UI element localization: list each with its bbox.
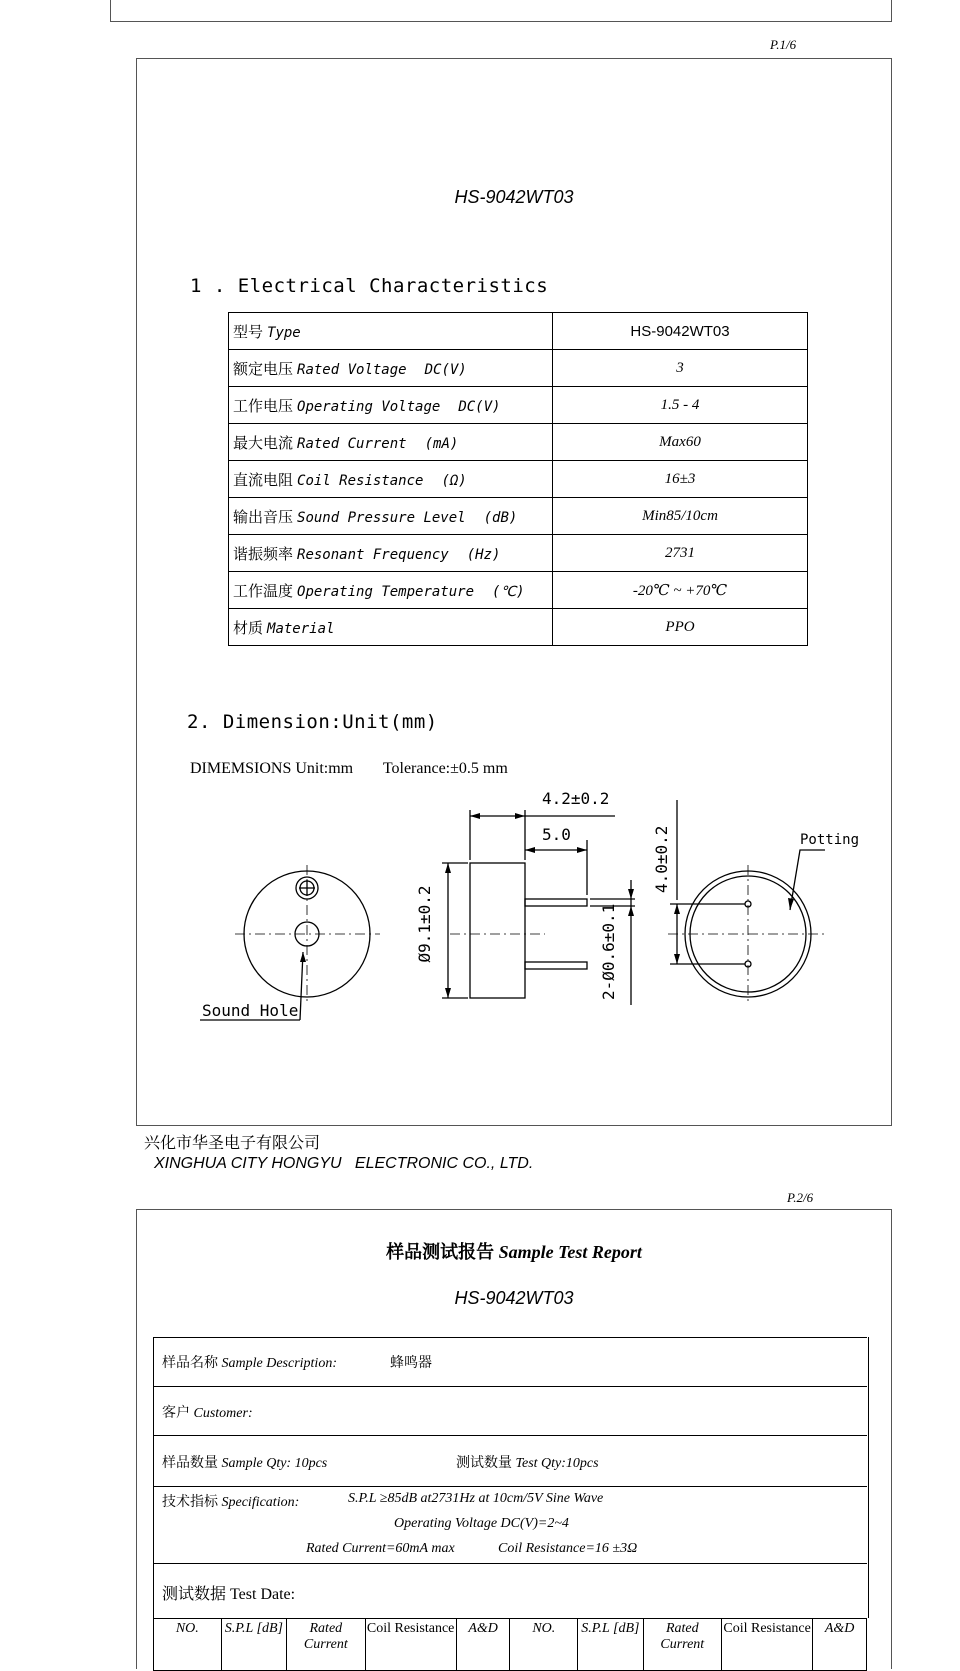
- spec-unit: (Hz): [466, 546, 501, 563]
- spec-row: [229, 498, 808, 535]
- test-data-table: [153, 1618, 867, 1671]
- spec-value: HS-9042WT03: [553, 313, 808, 350]
- sound-hole-label: Sound Hole: [202, 1001, 299, 1020]
- spec-unit: (Ω): [441, 472, 467, 489]
- spec-label-en: Material: [267, 620, 335, 637]
- spec-label-cn: 输出音压: [233, 509, 294, 526]
- column-header: Rated Current: [287, 1619, 365, 1671]
- report-title: [136, 1238, 892, 1264]
- dimension-drawing: [180, 780, 880, 1060]
- spec-line-1: S.P.L ≥85dB at2731Hz at 10cm/5V Sine Wave: [348, 1491, 604, 1506]
- spec-label-en: Operating Voltage: [297, 398, 441, 415]
- spec-label-cn: 型号: [233, 324, 264, 341]
- dim-width-label: 4.2±0.2: [542, 789, 610, 808]
- test-qty: 测试数量 Test Qty:10pcs: [456, 1456, 599, 1471]
- spec-row: [229, 424, 808, 461]
- spec-value: -20℃ ~ +70℃: [553, 572, 808, 609]
- spec-label-cn: 谐振频率: [233, 546, 294, 563]
- company-name-cn: 兴化市华圣电子有限公司: [144, 1135, 321, 1152]
- pin-lower: [525, 962, 587, 969]
- specification-label: 技术指标 Specification:: [162, 1495, 300, 1510]
- test-data-label: 测试数据 Test Date:: [162, 1586, 296, 1603]
- spec-label: [229, 461, 553, 498]
- spec-unit: DC(V): [458, 398, 501, 415]
- potting-label: Potting: [800, 832, 860, 848]
- spec-row: [229, 609, 808, 646]
- spec-label-cn: 工作温度: [233, 583, 294, 600]
- section-1-title: 1 . Electrical Characteristics: [190, 275, 549, 297]
- spec-unit: (℃): [492, 583, 525, 600]
- spec-label: [229, 387, 553, 424]
- spec-value: 3: [553, 350, 808, 387]
- spec-value: PPO: [553, 609, 808, 646]
- spec-value: Min85/10cm: [553, 498, 808, 535]
- spec-label-cn: 最大电流: [233, 435, 294, 452]
- spec-line-3b: Coil Resistance=16 ±3Ω: [498, 1541, 638, 1556]
- spec-label: [229, 313, 553, 350]
- model-title: HS-9042WT03: [454, 187, 574, 207]
- spec-unit: (mA): [424, 435, 459, 452]
- spec-unit: (dB): [483, 509, 518, 526]
- spec-label: [229, 609, 553, 646]
- spec-label-cn: 材质: [233, 620, 264, 637]
- customer-row: 客户 Customer:: [162, 1406, 253, 1421]
- spec-line-3a: Rated Current=60mA max: [306, 1541, 455, 1556]
- company-name-en: XINGHUA CITY HONGYU ELECTRONIC CO., LTD.: [154, 1155, 534, 1172]
- column-header: A&D: [813, 1619, 867, 1671]
- report-title-en: Sample Test Report: [498, 1242, 642, 1262]
- report-model: HS-9042WT03: [454, 1288, 574, 1308]
- column-header: Rated Current: [643, 1619, 721, 1671]
- spec-row: [229, 535, 808, 572]
- spec-row: [229, 313, 808, 350]
- side-view-body: [470, 863, 525, 998]
- spec-row: [229, 387, 808, 424]
- spec-label: [229, 572, 553, 609]
- column-header: NO.: [154, 1619, 222, 1671]
- spec-label-cn: 额定电压: [233, 361, 294, 378]
- page-number-2: P.2/6: [787, 1190, 814, 1205]
- spec-value: 16±3: [553, 461, 808, 498]
- spec-label: [229, 350, 553, 387]
- dim-pitch-label: 4.0±0.2: [652, 825, 671, 893]
- dimension-header: [190, 760, 508, 778]
- dim-dia-label: Ø9.1±0.2: [415, 885, 434, 963]
- column-header: NO.: [510, 1619, 578, 1671]
- spec-value: 1.5 - 4: [553, 387, 808, 424]
- column-header: Coil Resistance: [721, 1619, 812, 1671]
- spec-label-en: Type: [267, 324, 301, 341]
- spec-label-en: Resonant Frequency: [297, 546, 449, 563]
- dimension-unit-label: DIMEMSIONS Unit:mm: [190, 760, 354, 777]
- spec-row: [229, 350, 808, 387]
- sample-description-row: 样品名称 Sample Description: 蜂鸣器: [162, 1356, 432, 1371]
- section-2-title: 2. Dimension:Unit(mm): [187, 711, 438, 733]
- spec-row: [229, 572, 808, 609]
- spec-label: [229, 535, 553, 572]
- spec-unit: DC(V): [424, 361, 467, 378]
- spec-label: [229, 424, 553, 461]
- dim-pin-dia-label: 2-Ø0.6±0.1: [599, 903, 618, 1000]
- column-header: S.P.L [dB]: [578, 1619, 644, 1671]
- spec-label-en: Sound Pressure Level: [297, 509, 466, 526]
- spec-value: Max60: [553, 424, 808, 461]
- pin-upper: [525, 899, 587, 906]
- spec-row: [229, 461, 808, 498]
- sound-hole-leader: [300, 952, 303, 1020]
- spec-label-cn: 工作电压: [233, 398, 294, 415]
- electrical-characteristics-table: [228, 312, 808, 646]
- spec-value: 2731: [553, 535, 808, 572]
- dim-pin-label: 5.0: [542, 825, 571, 844]
- spec-label-en: Operating Temperature: [297, 583, 475, 600]
- page-number: P.1/6: [770, 37, 797, 52]
- spec-label-cn: 直流电阻: [233, 472, 294, 489]
- report-grid: [153, 1337, 869, 1618]
- sample-description-value: 蜂鸣器: [389, 1356, 432, 1371]
- spec-label-en: Rated Voltage: [297, 361, 407, 378]
- column-header: Coil Resistance: [365, 1619, 456, 1671]
- previous-page-frame: [110, 0, 892, 22]
- report-title-cn: 样品测试报告: [386, 1242, 495, 1262]
- spec-label: [229, 498, 553, 535]
- sample-qty: 样品数量 Sample Qty: 10pcs: [162, 1456, 328, 1471]
- tolerance-label: Tolerance:±0.5 mm: [382, 760, 508, 777]
- spec-line-2: Operating Voltage DC(V)=2~4: [394, 1516, 569, 1531]
- column-header: A&D: [456, 1619, 510, 1671]
- spec-label-en: Rated Current: [297, 435, 407, 452]
- column-header: S.P.L [dB]: [221, 1619, 287, 1671]
- spec-label-en: Coil Resistance: [297, 472, 424, 489]
